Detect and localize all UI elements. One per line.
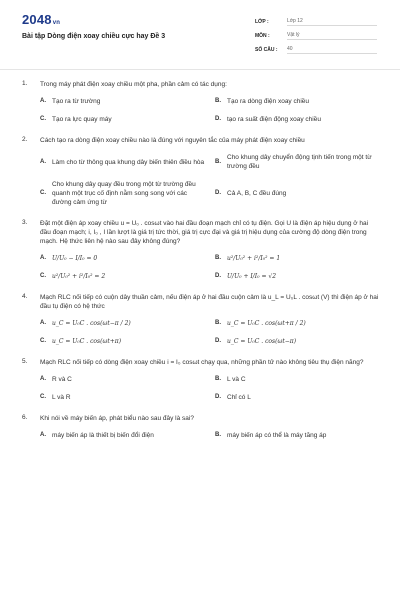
option-text: máy biến áp có thể là máy tăng áp — [227, 432, 327, 439]
option-formula: u_C = U₀C . cos(ωt−π) — [227, 338, 297, 345]
option-letter: D. — [215, 116, 221, 122]
option-letter: A. — [40, 376, 46, 382]
question-text: Mạch RLC nối tiếp có dòng điện xoay chiều i = I₀ cosωt chạy qua, những phần tử nào không tiêu thụ điện năng? — [40, 359, 364, 366]
logo-text: 2048 — [22, 12, 52, 27]
option-letter: B. — [215, 376, 221, 382]
option-c[interactable] — [40, 393, 205, 402]
option-text: Làm cho từ thông qua khung dây biến thiên điều hòa — [52, 158, 205, 166]
option-c[interactable] — [40, 180, 205, 207]
option-d[interactable] — [215, 272, 380, 281]
question-text: Đặt một điện áp xoay chiều u = U₀ . cosωt vào hai đầu đoạn mạch chỉ có tụ điện. Gọi U là điện áp hiệu dụng ở hai đầu đoạn mạch; i, I₀ , I lần lượt là giá trị tức thời, giá trị cực đại và giá trị hiệu dụng của cường độ dòng điện trong mạch. Hệ thức liên hệ nào sau đây không đúng? — [40, 220, 369, 245]
question-2 — [0, 136, 400, 207]
option-letter: C. — [40, 116, 46, 122]
question-number: 3. — [22, 219, 28, 226]
option-text: tạo ra suất điện động xoay chiều — [227, 116, 321, 123]
option-b[interactable] — [215, 375, 380, 384]
option-a[interactable] — [40, 153, 205, 171]
option-letter: D. — [215, 394, 221, 400]
options — [40, 97, 380, 124]
option-text: Tạo ra từ trường — [52, 98, 101, 105]
option-text: Tạo ra dòng điện xoay chiều — [227, 98, 310, 105]
logo-suffix: vn — [52, 20, 61, 26]
option-letter: B. — [215, 98, 221, 104]
option-text: Cả A, B, C đều đúng — [227, 190, 287, 197]
option-a[interactable] — [40, 375, 205, 384]
option-letter: C. — [40, 338, 46, 344]
option-c[interactable] — [40, 337, 205, 346]
option-letter: D. — [215, 273, 221, 279]
option-text: Cho khung dây quay đều trong một từ trường đều quanh một trục cố định nằm song song với các đường cảm ứng từ — [52, 181, 196, 206]
option-text: L và C — [227, 376, 246, 383]
question-5 — [0, 358, 400, 402]
question-4 — [0, 293, 400, 346]
question-number: 4. — [22, 293, 28, 300]
options — [40, 319, 380, 346]
meta-label: MÔN : — [255, 33, 270, 39]
question-number: 1. — [22, 80, 28, 87]
question-text: Khi nói về máy biến áp, phát biểu nào sau đây là sai? — [40, 415, 194, 422]
option-b[interactable] — [215, 319, 380, 328]
meta-value: Lớp 12 — [287, 18, 377, 26]
option-formula: u_C = U₀C . cos(ωt−π / 2) — [52, 320, 131, 327]
meta-label: LỚP : — [255, 19, 269, 25]
header — [0, 0, 400, 66]
option-letter: D. — [215, 190, 221, 196]
options — [40, 431, 380, 440]
option-a[interactable] — [40, 319, 205, 328]
question-1 — [0, 80, 400, 124]
option-formula: u²/U₀² + i²/I₀² = 1 — [227, 255, 281, 262]
meta-row-class — [255, 15, 377, 29]
option-letter: C. — [40, 190, 46, 196]
question-3 — [0, 219, 400, 281]
option-letter: A. — [40, 255, 46, 261]
meta-label: SỐ CÂU : — [255, 47, 278, 53]
question-list — [0, 80, 400, 452]
option-letter: B. — [215, 158, 221, 165]
option-text: máy biến áp là thiết bị biến đổi điện — [52, 432, 154, 439]
option-letter: A. — [40, 320, 46, 326]
option-formula: U/U₀ + I/I₀ = √2 — [227, 273, 277, 280]
question-number: 2. — [22, 136, 28, 143]
question-text: Cách tạo ra dòng điện xoay chiều nào là đúng với nguyên tắc của máy phát điện xoay chiều — [40, 137, 305, 144]
meta-row-subject — [255, 29, 377, 43]
option-letter: C. — [40, 394, 46, 400]
option-text: Chỉ có L — [227, 394, 251, 401]
option-d[interactable] — [215, 393, 380, 402]
site-logo[interactable] — [22, 12, 60, 27]
header-divider — [0, 69, 400, 70]
meta-value: 40 — [287, 46, 377, 54]
option-letter: A. — [40, 98, 46, 104]
option-c[interactable] — [40, 115, 205, 124]
option-letter: B. — [215, 320, 221, 326]
question-number: 5. — [22, 358, 28, 365]
question-text: Trong máy phát điện xoay chiều một pha, phần cảm có tác dụng: — [40, 81, 227, 88]
option-formula: U/U₀ − I/I₀ = 0 — [52, 255, 98, 262]
option-d[interactable] — [215, 115, 380, 124]
option-a[interactable] — [40, 431, 205, 440]
option-letter: B. — [215, 432, 221, 438]
option-b[interactable] — [215, 153, 380, 171]
option-b[interactable] — [215, 431, 380, 440]
option-a[interactable] — [40, 97, 205, 106]
option-letter: A. — [40, 158, 46, 165]
meta-value: Vật lý — [287, 32, 377, 40]
question-text: Mạch RLC nối tiếp có cuộn dây thuần cảm, nếu điện áp ở hai đầu cuộn cảm là u_L = U₀L . cosωt (V) thì điện áp ở hai đầu tụ điện có hệ thức — [40, 294, 379, 310]
question-number: 6. — [22, 414, 28, 421]
option-d[interactable] — [215, 180, 380, 207]
meta-block — [255, 15, 377, 57]
option-formula: u_C = U₀C . cos(ωt+π) — [52, 338, 122, 345]
option-letter: B. — [215, 255, 221, 261]
options — [40, 153, 380, 207]
option-formula: u²/U₀² + i²/I₀² = 2 — [52, 273, 106, 280]
option-letter: A. — [40, 432, 46, 438]
option-text: L và R — [52, 394, 71, 401]
option-b[interactable] — [215, 97, 380, 106]
option-d[interactable] — [215, 337, 380, 346]
option-letter: C. — [40, 273, 46, 279]
document-title: Bài tập Dòng điện xoay chiều cực hay Đề 3 — [22, 33, 166, 40]
option-c[interactable] — [40, 272, 205, 281]
meta-row-count — [255, 43, 377, 57]
option-letter: D. — [215, 338, 221, 344]
option-text: R và C — [52, 376, 72, 383]
question-6 — [0, 414, 400, 440]
option-text: Tạo ra lực quay máy — [52, 116, 112, 123]
option-b[interactable] — [215, 254, 380, 263]
option-a[interactable] — [40, 254, 205, 263]
options — [40, 375, 380, 402]
options — [40, 254, 380, 281]
option-formula: u_C = U₀C . cos(ωt+π / 2) — [227, 320, 306, 327]
option-text: Cho khung dây chuyển động tịnh tiến trong một từ trường đều — [227, 154, 372, 170]
